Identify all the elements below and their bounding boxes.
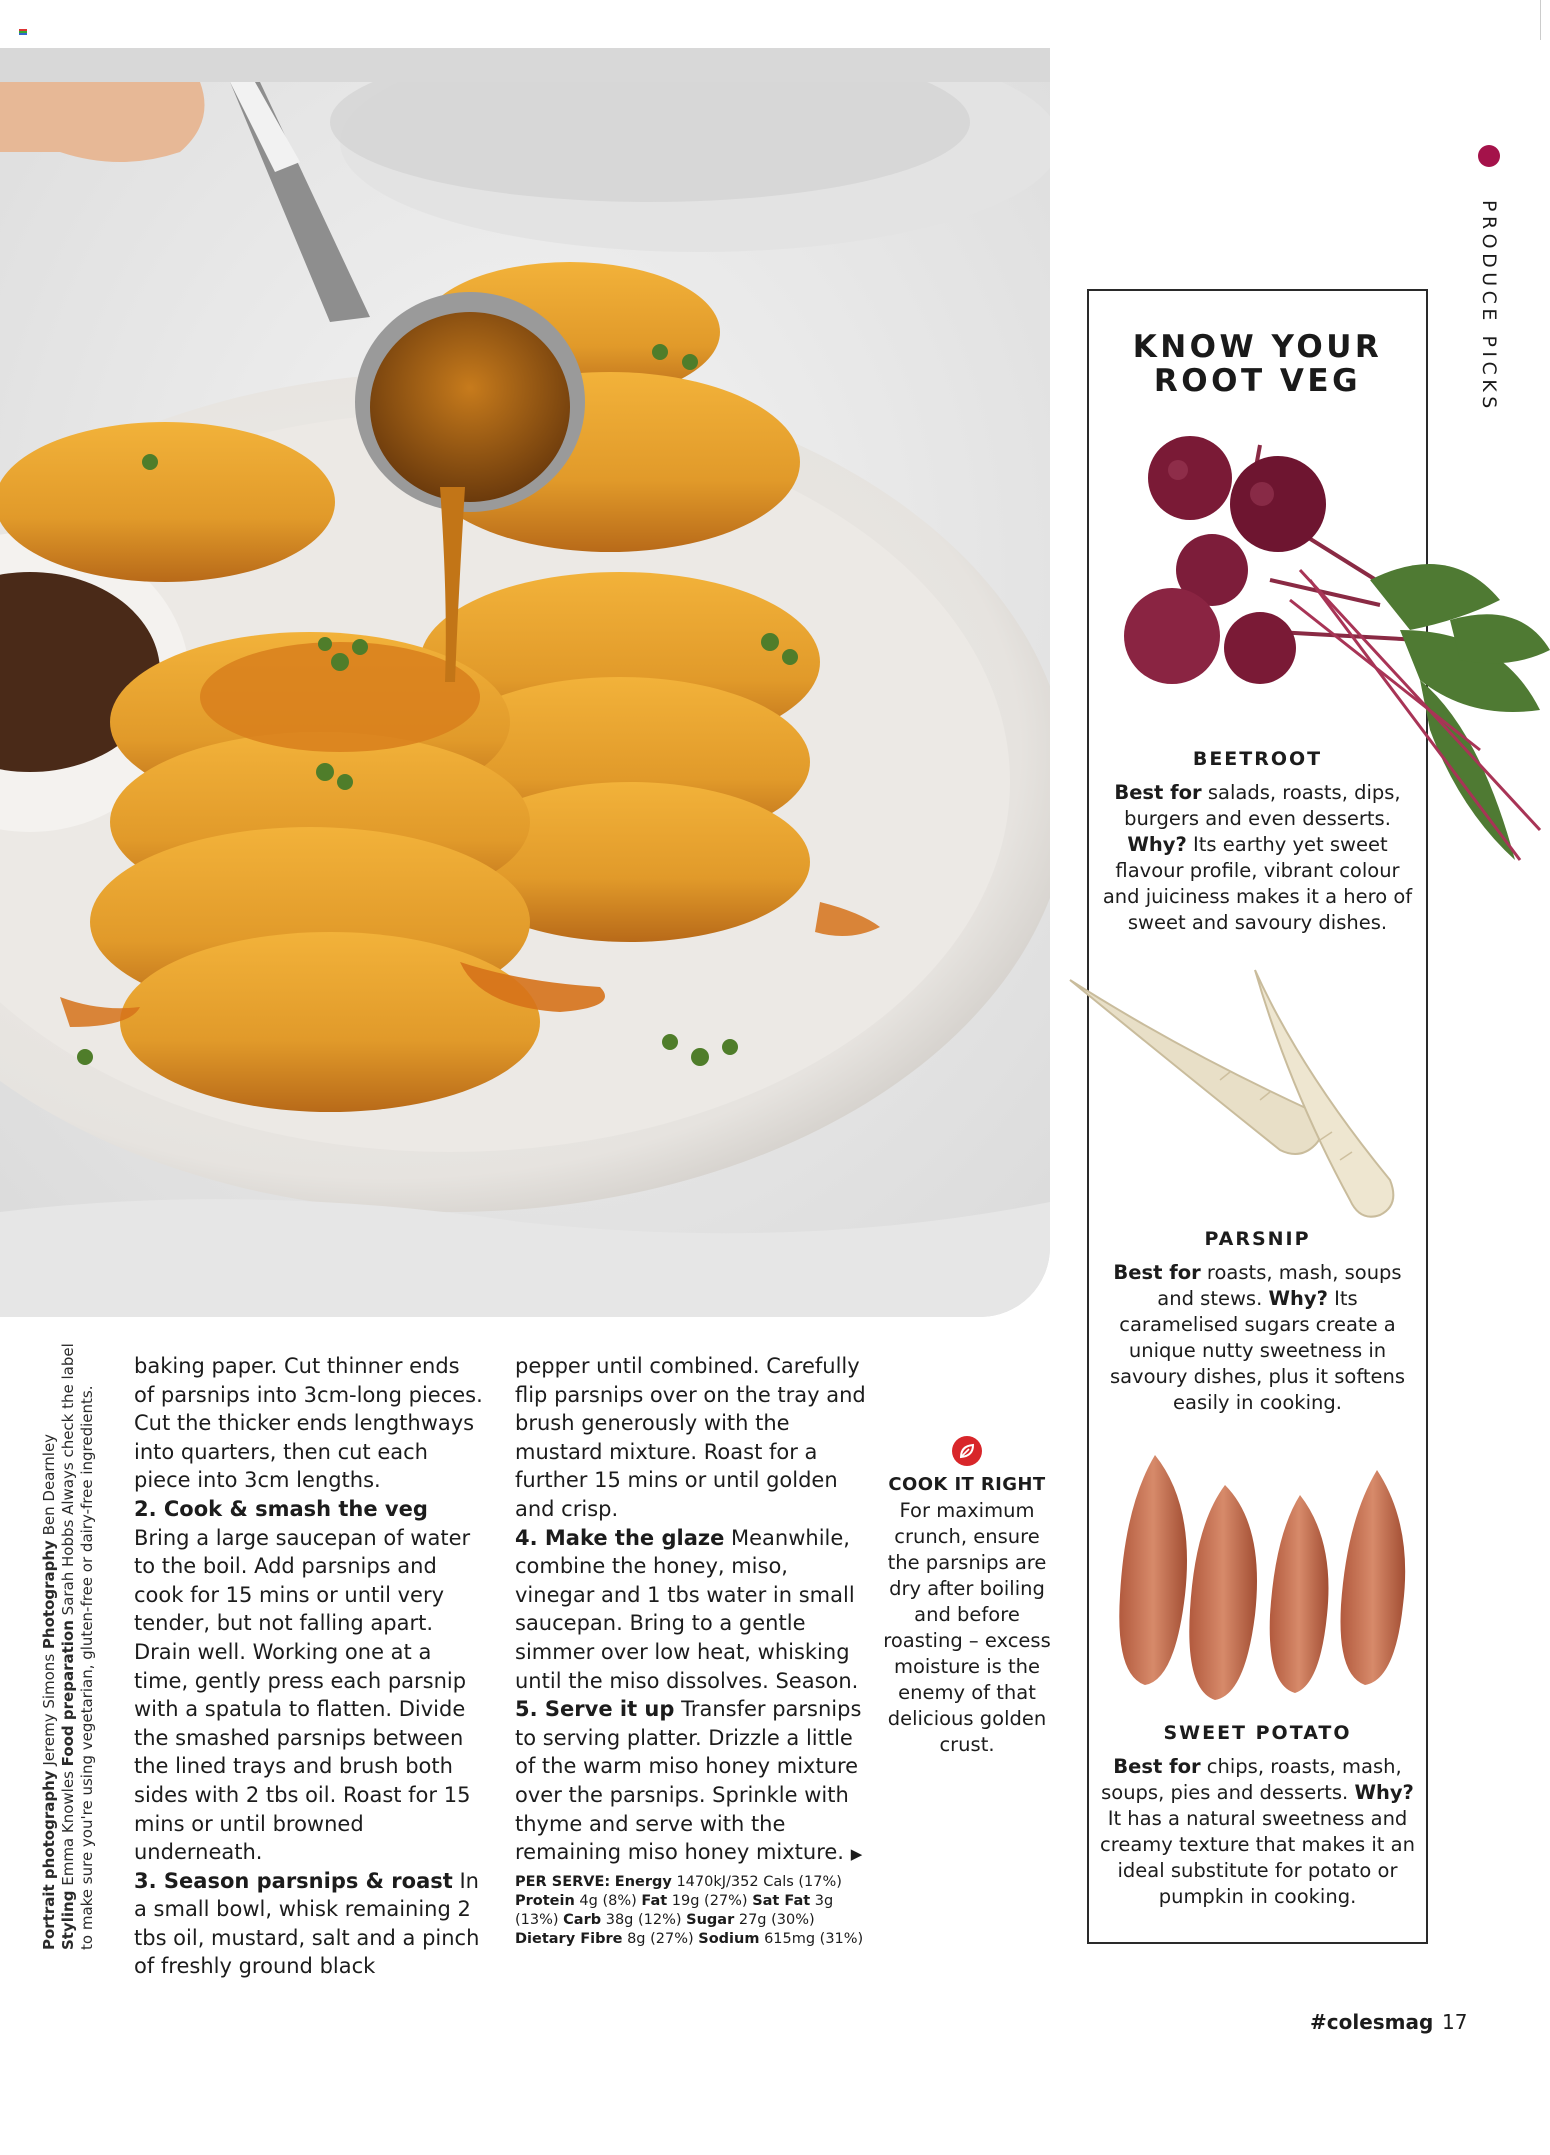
photo-credits [40,1320,97,1950]
veg-desc-sweet-potato [1097,1754,1418,1910]
why-text: Its caramelised sugars create a unique nutty sweetness in savoury dishes, plus it softens easily in cooking. [1109,1287,1406,1414]
step-heading: 4. Make the glaze [515,1525,725,1550]
section-tab-label: PRODUCE PICKS [1478,200,1500,413]
tip-title: COOK IT RIGHT [888,1474,1046,1495]
nutrition-label: Fat [641,1892,668,1909]
leaf-icon [952,1436,982,1466]
nutrition-label: Sugar [686,1911,735,1928]
method-text: In a small bowl, whisk remaining 2 tbs oil, mustard, salt and a pinch of freshly ground black [134,1868,480,1979]
method-paragraph [515,1352,867,1524]
credit-value: Sarah Hobbs Always check the label [59,1343,77,1616]
page-number: 17 [1442,2010,1468,2034]
veg-desc-beetroot [1097,780,1418,936]
best-for-text: chips, roasts, mash, soups, pies and desserts. [1101,1755,1402,1804]
method-text: Bring a large saucepan of water to the boil. Add parsnips and cook for 15 mins or until very tender, but not falling apart. Drain well. Working one at a time, gently press each parsnip with a spatula to flatten. Divide the smashed parsnips between the lined trays and brush both sides with 2 tbs oil. Roast for 15 mins or until browned underneath. [134,1525,471,1865]
method-step [134,1867,486,1981]
nutrition-value: 1470kJ/352 Cals (17%) [676,1873,842,1890]
credit-label: Portrait photography [40,1770,58,1950]
nutrition-info [515,1873,867,1949]
credit-value: Emma Knowles [59,1771,77,1886]
nutrition-value: 4g (8%) [579,1892,637,1909]
nutrition-label: Energy [614,1873,672,1890]
cook-it-right-tip [877,1436,1057,1758]
magazine-hashtag: #colesmag [1310,2010,1434,2034]
why-label: Why? [1127,833,1187,856]
nutrition-value: 8g (27%) [627,1930,694,1947]
method-text: Transfer parsnips to serving platter. Drizzle a little of the warm miso honey mixture over the parsnips. Sprinkle with thyme and serve with the remaining miso honey mixture. [515,1697,862,1865]
step-heading: 2. Cook & smash the veg [134,1496,428,1521]
veg-name-sweet-potato: SWEET POTATO [1163,1722,1352,1744]
method-text: pepper until combined. Carefully flip parsnips over on the tray and brush generously with the mustard mixture. Roast for a further 15 mins or until golden and crisp. [515,1354,866,1521]
credit-label: Styling [59,1890,77,1950]
why-label: Why? [1268,1287,1328,1310]
method-step [515,1695,867,1869]
nutrition-label: Dietary Fibre [515,1930,623,1947]
method-column-1 [134,1352,486,1981]
nutrition-value: 3g (13%) [515,1892,834,1928]
credit-label: Photography [40,1540,58,1650]
method-text: baking paper. Cut thinner ends of parsnips into 3cm-long pieces. Cut the thicker ends lengthways into quarters, then cut each piece into 3cm lengths. [134,1354,483,1493]
why-text: Its earthy yet sweet flavour profile, vibrant colour and juiciness makes it a hero of sweet and savoury dishes. [1102,833,1413,934]
nutrition-value: 27g (30%) [738,1911,815,1928]
nutrition-prefix: PER SERVE: [515,1873,611,1890]
best-for-label: Best for [1113,1261,1201,1284]
section-dot [1478,145,1500,167]
corner-mark [19,20,27,26]
nutrition-label: Protein [515,1892,575,1909]
method-text: Meanwhile, combine the honey, miso, vinegar and 1 tbs water in small saucepan. Bring to a gentle simmer over low heat, whisking until the miso dissolves. Season. [515,1525,859,1693]
best-for-text: roasts, mash, soups and stews. [1157,1261,1402,1310]
best-for-label: Best for [1114,781,1202,804]
why-label: Why? [1354,1781,1414,1804]
credit-label: Food preparation [59,1620,77,1767]
veg-name-parsnip: PARSNIP [1204,1228,1311,1250]
veg-name-beetroot: BEETROOT [1192,748,1323,770]
parsnip-image [1060,960,1430,1240]
veg-desc-parsnip [1097,1260,1418,1416]
best-for-label: Best for [1113,1755,1201,1778]
credit-value: Ben Dearnley [40,1433,58,1536]
nutrition-value: 38g (12%) [605,1911,682,1928]
step-heading: 5. Serve it up [515,1697,675,1722]
method-step [134,1495,486,1867]
root-veg-heading: KNOW YOUR ROOT VEG [1132,329,1383,399]
nutrition-label: Sat Fat [752,1892,811,1909]
nutrition-value: 615mg (31%) [764,1930,864,1947]
method-paragraph [134,1352,486,1495]
credit-value: Jeremy Simons [40,1653,58,1766]
page-edge-line [1540,0,1541,40]
method-step [515,1524,867,1696]
photo-top-band [0,48,1050,82]
step-heading: 3. Season parsnips & roast [134,1868,453,1893]
nutrition-value: 19g (27%) [671,1892,748,1909]
why-text: It has a natural sweetness and creamy texture that makes it an ideal substitute for potato or pumpkin in cooking. [1100,1807,1415,1908]
best-for-text: salads, roasts, dips, burgers and even desserts. [1124,781,1401,830]
hero-photo [0,82,1050,1317]
sweet-potato-image [1115,1445,1415,1705]
nutrition-label: Carb [563,1911,602,1928]
continue-arrow-icon: ▶ [850,1845,863,1864]
tip-text: For maximum crunch, ensure the parsnips are dry after boiling and before roasting – excess moisture is the enemy of that delicious golden crust. [883,1499,1051,1756]
credit-note: to make sure you're using vegetarian, gluten-free or dairy-free ingredients. [78,1385,96,1950]
nutrition-label: Sodium [698,1930,760,1947]
method-column-2 [515,1352,867,1949]
